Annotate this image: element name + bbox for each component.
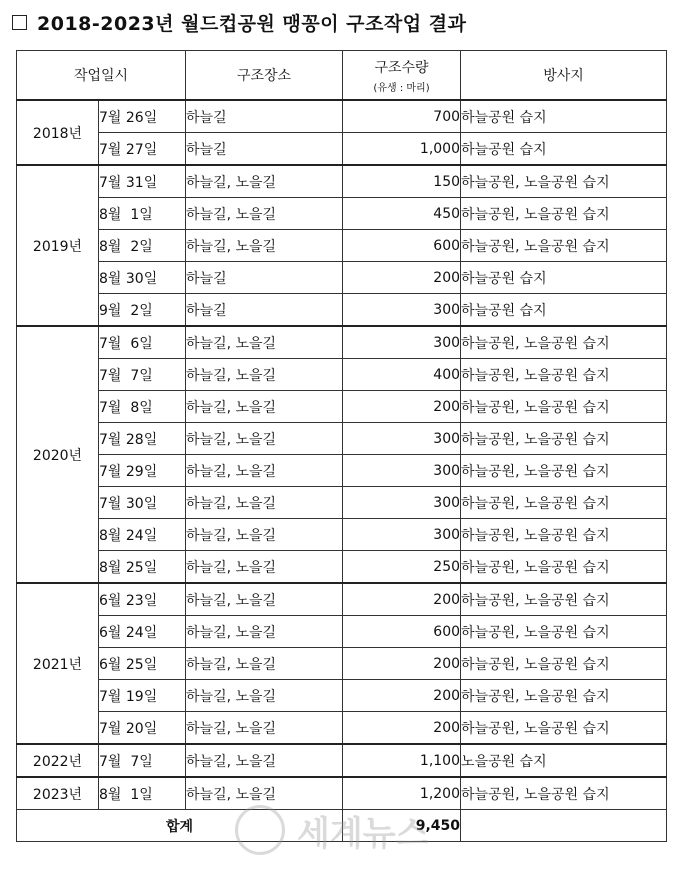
dest-cell: 하늘공원, 노을공원 습지	[461, 712, 667, 745]
table-row	[17, 455, 667, 487]
dest-cell: 하늘공원, 노을공원 습지	[461, 391, 667, 423]
date-cell: 6월 24일	[99, 616, 186, 648]
qty-cell: 200	[343, 648, 461, 680]
table-body	[17, 100, 667, 810]
dest-cell: 하늘공원, 노을공원 습지	[461, 648, 667, 680]
date-cell: 7월 8일	[99, 391, 186, 423]
date-cell: 8월 2일	[99, 230, 186, 262]
date-cell: 7월 28일	[99, 423, 186, 455]
place-cell: 하늘길, 노을길	[186, 455, 343, 487]
date-cell: 7월 30일	[99, 487, 186, 519]
dest-cell: 하늘공원 습지	[461, 294, 667, 327]
total-row	[17, 810, 667, 842]
place-cell: 하늘길, 노을길	[186, 744, 343, 777]
date-cell: 8월 1일	[99, 777, 186, 810]
header-qty-unit: (유생 : 마리)	[373, 82, 430, 94]
year-cell: 2018년	[17, 100, 99, 165]
table-row	[17, 551, 667, 584]
date-cell: 7월 7일	[99, 359, 186, 391]
total-qty: 9,450	[343, 810, 461, 842]
header-qty	[343, 51, 461, 101]
date-cell: 7월 7일	[99, 744, 186, 777]
dest-cell: 하늘공원, 노을공원 습지	[461, 198, 667, 230]
qty-cell: 300	[343, 326, 461, 359]
place-cell: 하늘길, 노을길	[186, 165, 343, 198]
table-row	[17, 616, 667, 648]
place-cell: 하늘길	[186, 100, 343, 133]
dest-cell: 노을공원 습지	[461, 744, 667, 777]
qty-cell: 200	[343, 680, 461, 712]
year-cell: 2020년	[17, 326, 99, 583]
date-cell: 7월 31일	[99, 165, 186, 198]
year-cell: 2019년	[17, 165, 99, 326]
qty-cell: 600	[343, 616, 461, 648]
qty-cell: 600	[343, 230, 461, 262]
table-row	[17, 712, 667, 745]
dest-cell: 하늘공원 습지	[461, 133, 667, 166]
table-row	[17, 680, 667, 712]
dest-cell: 하늘공원, 노을공원 습지	[461, 423, 667, 455]
header-qty-label: 구조수량	[374, 59, 429, 76]
qty-cell: 300	[343, 294, 461, 327]
table-row	[17, 133, 667, 166]
dest-cell: 하늘공원, 노을공원 습지	[461, 680, 667, 712]
qty-cell: 200	[343, 391, 461, 423]
document-title	[12, 6, 466, 38]
checkbox-square-icon	[12, 15, 27, 30]
place-cell: 하늘길, 노을길	[186, 616, 343, 648]
rescue-results-table	[16, 50, 667, 842]
place-cell: 하늘길	[186, 294, 343, 327]
place-cell: 하늘길, 노을길	[186, 551, 343, 584]
table-row	[17, 100, 667, 133]
qty-cell: 700	[343, 100, 461, 133]
place-cell: 하늘길, 노을길	[186, 519, 343, 551]
place-cell: 하늘길, 노을길	[186, 648, 343, 680]
place-cell: 하늘길, 노을길	[186, 198, 343, 230]
dest-cell: 하늘공원, 노을공원 습지	[461, 359, 667, 391]
date-cell: 7월 27일	[99, 133, 186, 166]
date-cell: 7월 19일	[99, 680, 186, 712]
place-cell: 하늘길, 노을길	[186, 680, 343, 712]
header-date: 작업일시	[17, 51, 186, 101]
table-row	[17, 359, 667, 391]
dest-cell: 하늘공원, 노을공원 습지	[461, 583, 667, 616]
qty-cell: 300	[343, 519, 461, 551]
dest-cell: 하늘공원, 노을공원 습지	[461, 551, 667, 584]
dest-cell: 하늘공원, 노을공원 습지	[461, 455, 667, 487]
table-row	[17, 198, 667, 230]
total-empty-cell	[461, 810, 667, 842]
table-header-row	[17, 51, 667, 101]
qty-cell: 400	[343, 359, 461, 391]
table-row	[17, 165, 667, 198]
place-cell: 하늘길, 노을길	[186, 423, 343, 455]
date-cell: 8월 25일	[99, 551, 186, 584]
qty-cell: 150	[343, 165, 461, 198]
place-cell: 하늘길, 노을길	[186, 326, 343, 359]
table-row	[17, 423, 667, 455]
place-cell: 하늘길, 노을길	[186, 359, 343, 391]
qty-cell: 300	[343, 423, 461, 455]
year-cell: 2023년	[17, 777, 99, 810]
dest-cell: 하늘공원, 노을공원 습지	[461, 777, 667, 810]
qty-cell: 300	[343, 455, 461, 487]
table-row	[17, 294, 667, 327]
qty-cell: 1,100	[343, 744, 461, 777]
place-cell: 하늘길	[186, 262, 343, 294]
date-cell: 6월 25일	[99, 648, 186, 680]
date-cell: 8월 24일	[99, 519, 186, 551]
table-row	[17, 519, 667, 551]
date-cell: 7월 29일	[99, 455, 186, 487]
table-row	[17, 777, 667, 810]
date-cell: 9월 2일	[99, 294, 186, 327]
table-row	[17, 391, 667, 423]
watermark-text: 세계뉴스	[297, 813, 429, 854]
year-cell: 2022년	[17, 744, 99, 777]
table-row	[17, 648, 667, 680]
dest-cell: 하늘공원, 노을공원 습지	[461, 519, 667, 551]
table-row	[17, 230, 667, 262]
header-dest: 방사지	[461, 51, 667, 101]
qty-cell: 200	[343, 583, 461, 616]
total-label: 합계	[17, 810, 343, 842]
place-cell: 하늘길, 노을길	[186, 487, 343, 519]
header-place: 구조장소	[186, 51, 343, 101]
qty-cell: 1,200	[343, 777, 461, 810]
qty-cell: 450	[343, 198, 461, 230]
qty-cell: 250	[343, 551, 461, 584]
dest-cell: 하늘공원, 노을공원 습지	[461, 487, 667, 519]
place-cell: 하늘길	[186, 133, 343, 166]
dest-cell: 하늘공원, 노을공원 습지	[461, 326, 667, 359]
place-cell: 하늘길, 노을길	[186, 230, 343, 262]
table-row	[17, 583, 667, 616]
dest-cell: 하늘공원, 노을공원 습지	[461, 165, 667, 198]
date-cell: 7월 20일	[99, 712, 186, 745]
date-cell: 8월 1일	[99, 198, 186, 230]
place-cell: 하늘길, 노을길	[186, 777, 343, 810]
date-cell: 6월 23일	[99, 583, 186, 616]
table-row	[17, 262, 667, 294]
qty-cell: 200	[343, 712, 461, 745]
title-text: 2018-2023년 월드컵공원 맹꽁이 구조작업 결과	[37, 12, 467, 35]
place-cell: 하늘길, 노을길	[186, 583, 343, 616]
qty-cell: 1,000	[343, 133, 461, 166]
date-cell: 7월 6일	[99, 326, 186, 359]
place-cell: 하늘길, 노을길	[186, 712, 343, 745]
table-row	[17, 744, 667, 777]
dest-cell: 하늘공원 습지	[461, 262, 667, 294]
table-row	[17, 326, 667, 359]
dest-cell: 하늘공원, 노을공원 습지	[461, 230, 667, 262]
table-row	[17, 487, 667, 519]
dest-cell: 하늘공원 습지	[461, 100, 667, 133]
place-cell: 하늘길, 노을길	[186, 391, 343, 423]
qty-cell: 200	[343, 262, 461, 294]
date-cell: 7월 26일	[99, 100, 186, 133]
date-cell: 8월 30일	[99, 262, 186, 294]
dest-cell: 하늘공원, 노을공원 습지	[461, 616, 667, 648]
year-cell: 2021년	[17, 583, 99, 744]
qty-cell: 300	[343, 487, 461, 519]
